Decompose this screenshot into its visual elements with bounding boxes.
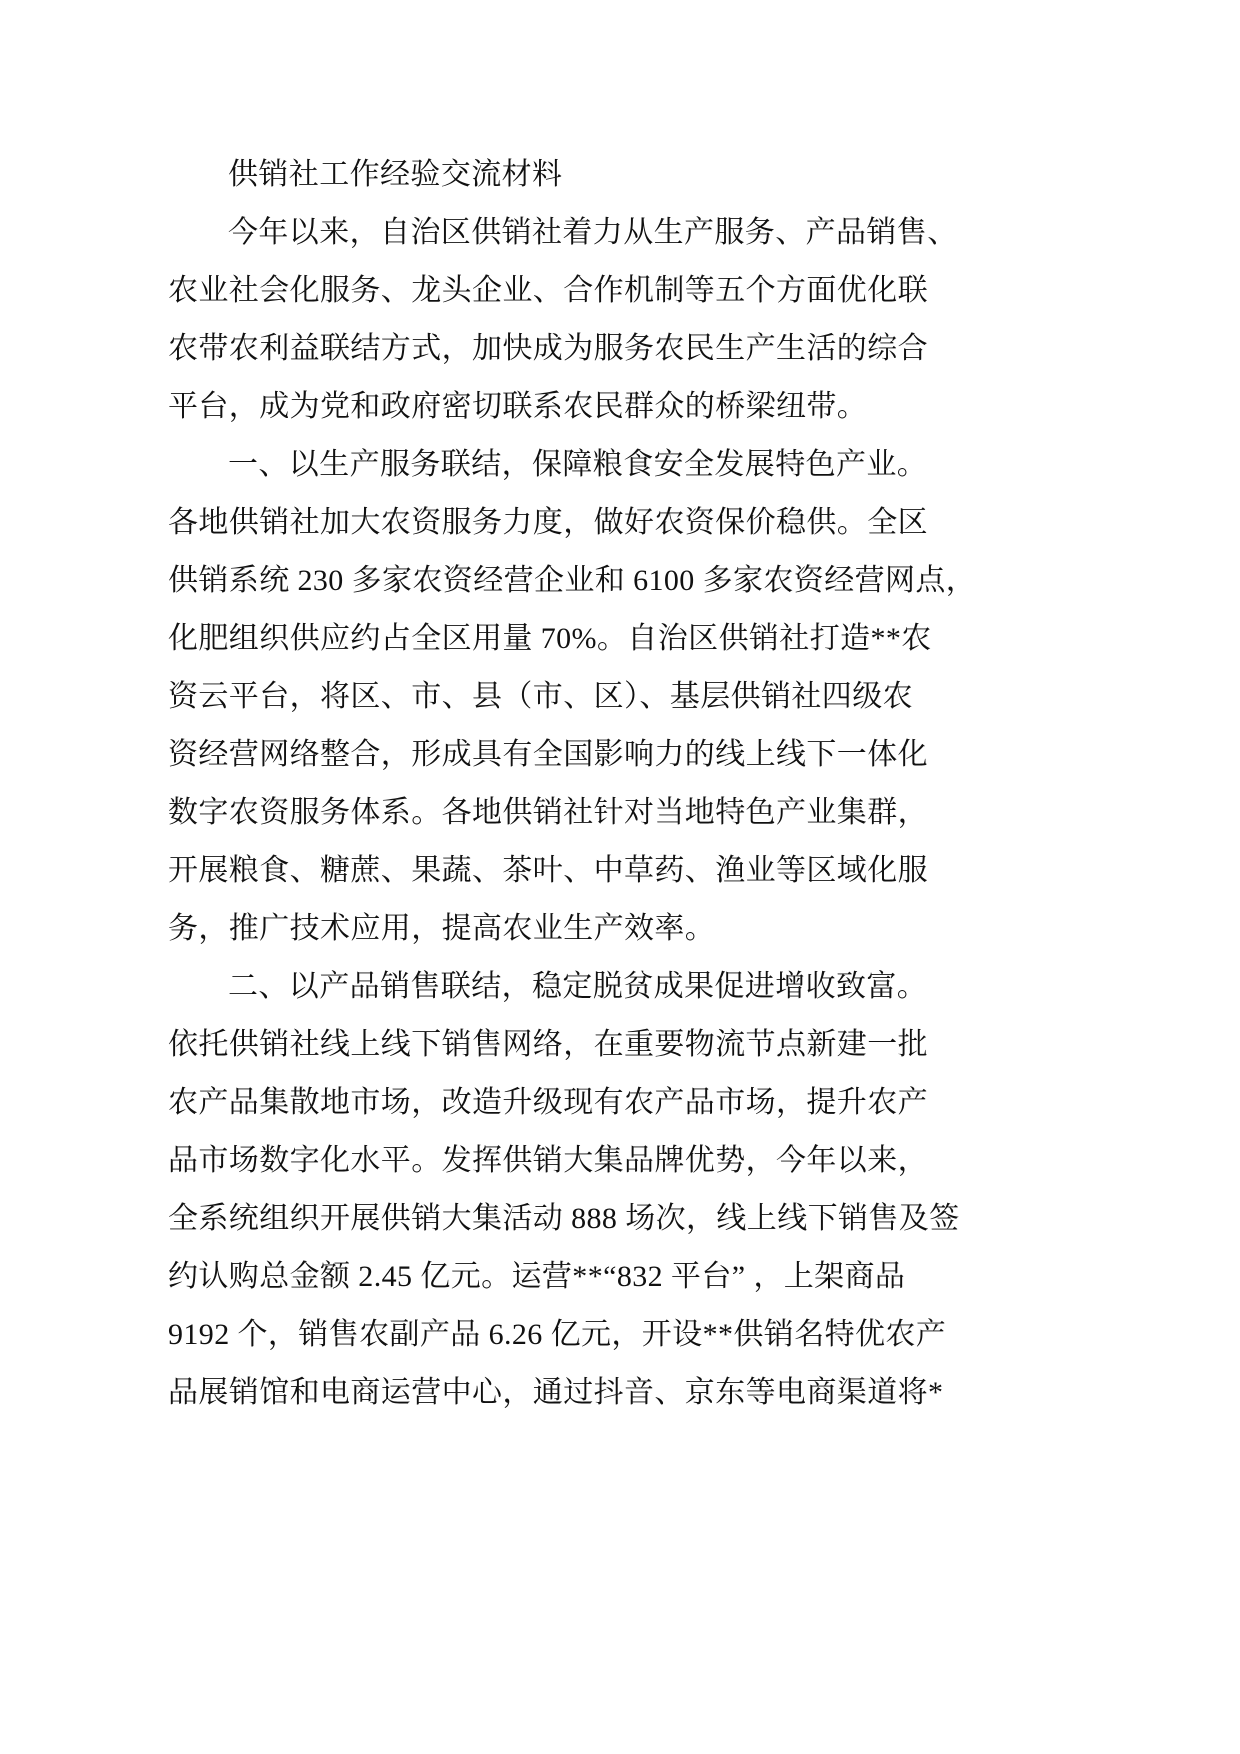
paragraph-section-1: [168, 436, 1168, 958]
section-heading-line: 二、以产品销售联结，稳定脱贫成果促进增收致富。: [228, 970, 928, 1003]
text-line: 农产品集散地市场，改造升级现有农产品市场，提升农产: [168, 1086, 928, 1119]
section-heading-line: 一、以生产服务联结，保障粮食安全发展特色产业。: [228, 448, 928, 481]
text-line: 化肥组织供应约占全区用量 70%。自治区供销社打造**农: [168, 622, 932, 655]
text-line: 资经营网络整合，形成具有全国影响力的线上线下一体化: [168, 738, 928, 771]
text-line: 品市场数字化水平。发挥供销大集品牌优势，今年以来，: [168, 1144, 928, 1177]
text-line: 依托供销社线上线下销售网络，在重要物流节点新建一批: [168, 1028, 928, 1061]
document-title: 供销社工作经验交流材料: [228, 158, 563, 191]
paragraph-section-2: [168, 958, 1168, 1422]
text-line: 平台，成为党和政府密切联系农民群众的桥梁纽带。: [168, 390, 868, 423]
text-line: 资云平台，将区、市、县（市、区）、基层供销社四级农: [168, 680, 913, 713]
text-line: 供销系统 230 多家农资经营企业和 6100 多家农资经营网点，: [168, 564, 977, 597]
text-line: 今年以来，自治区供销社着力从生产服务、产品销售、: [228, 216, 958, 249]
text-line: 数字农资服务体系。各地供销社针对当地特色产业集群，: [168, 796, 928, 829]
text-line: 务，推广技术应用，提高农业生产效率。: [168, 912, 716, 945]
text-line: 9192 个，销售农副产品 6.26 亿元，开设**供销名特优农产: [168, 1318, 947, 1351]
text-line: 农带农利益联结方式，加快成为服务农民生产生活的综合: [168, 332, 928, 365]
document-body: [168, 146, 1168, 1422]
text-line: 约认购总金额 2.45 亿元。运营**“832 平台” ，上架商品: [168, 1260, 906, 1293]
text-line: 各地供销社加大农资服务力度，做好农资保价稳供。全区: [168, 506, 928, 539]
text-line: 农业社会化服务、龙头企业、合作机制等五个方面优化联: [168, 274, 928, 307]
text-line: 品展销馆和电商运营中心，通过抖音、京东等电商渠道将*: [168, 1376, 944, 1409]
text-line: 全系统组织开展供销大集活动 888 场次，线上线下销售及签: [168, 1202, 960, 1235]
text-line: 开展粮食、糖蔗、果蔬、茶叶、中草药、渔业等区域化服: [168, 854, 928, 887]
paragraph-intro: [168, 204, 1168, 436]
